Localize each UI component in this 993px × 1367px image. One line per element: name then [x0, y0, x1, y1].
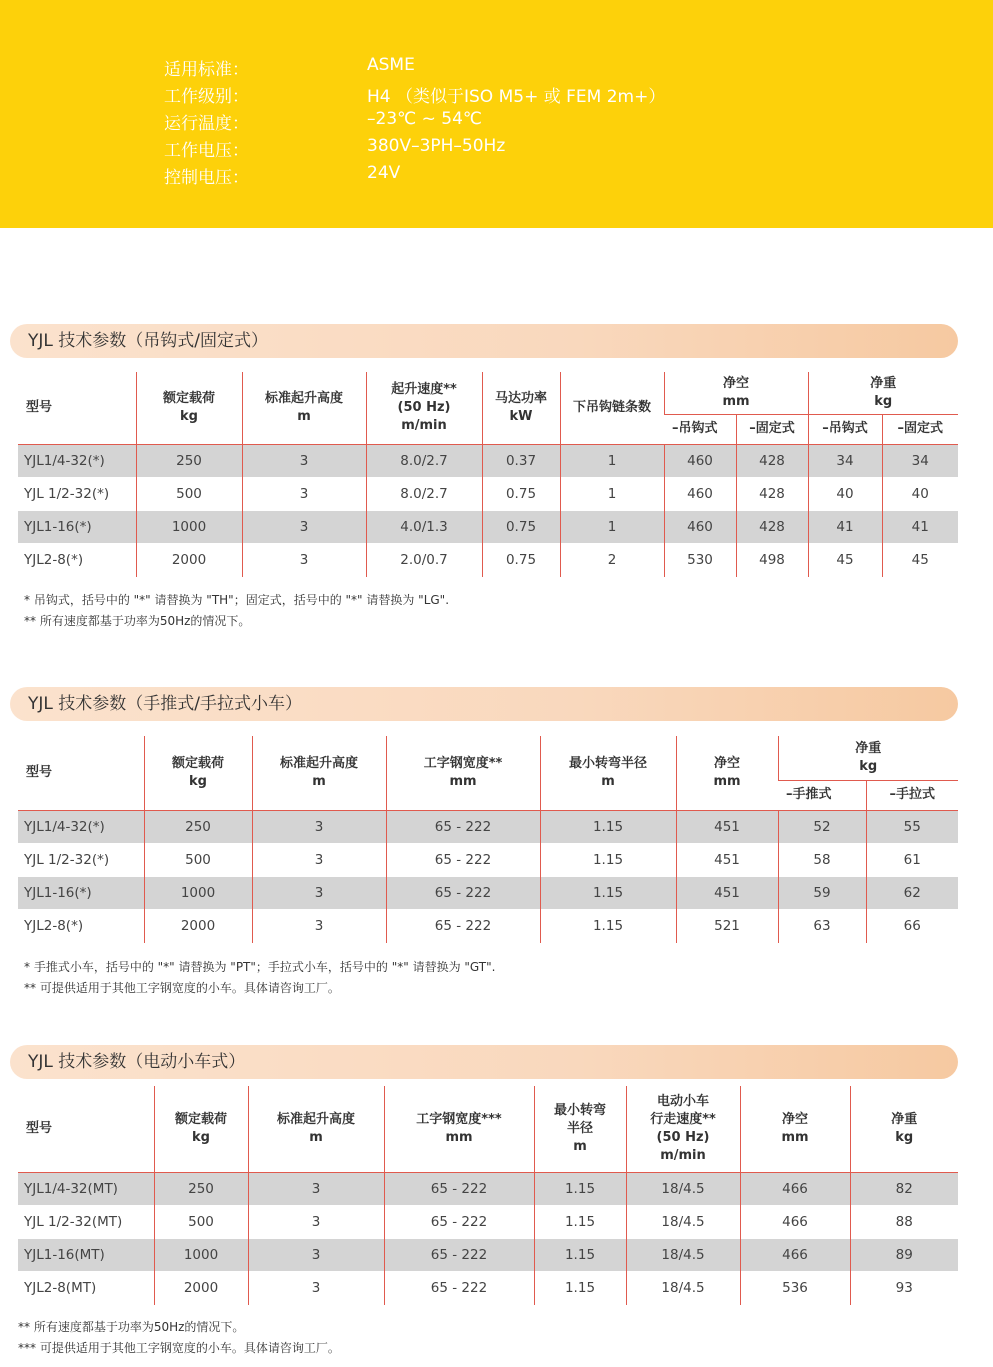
table-row: [18, 1172, 958, 1205]
header-trolley-speed: 电动小车 行走速度** (50 Hz) m/min: [626, 1086, 740, 1172]
cell: 0.75: [482, 510, 560, 543]
table-row: [18, 909, 958, 942]
cell: 66: [866, 909, 958, 942]
cell: 52: [778, 810, 866, 843]
cell: 55: [866, 810, 958, 843]
cell: 466: [740, 1172, 850, 1205]
cell: 2: [560, 543, 664, 576]
cell: 451: [676, 843, 778, 876]
header-min-radius: 最小转弯 半径 m: [534, 1086, 626, 1172]
spec-label: 工作级别：: [164, 87, 249, 107]
header-chain-falls: 下吊钩链条数: [560, 372, 664, 444]
cell: 61: [866, 843, 958, 876]
header-model: 型号: [18, 372, 136, 444]
cell: 3: [248, 1205, 384, 1238]
header-model: 型号: [18, 736, 144, 810]
header-net-weight: 净重 kg: [778, 736, 958, 780]
cell: 3: [242, 444, 366, 477]
table-row: [18, 543, 958, 576]
cell: 18/4.5: [626, 1172, 740, 1205]
section-title-hook-fixed: YJL 技术参数（吊钩式/固定式）: [10, 324, 958, 358]
cell: 466: [740, 1238, 850, 1271]
cell: 428: [736, 477, 808, 510]
cell: 65 - 222: [384, 1205, 534, 1238]
header-weight-fixed: –固定式: [882, 414, 958, 444]
section-title-electric-trolley: YJL 技术参数（电动小车式）: [10, 1045, 958, 1079]
cell: 3: [252, 810, 386, 843]
table-row: [18, 810, 958, 843]
cell: 1.15: [540, 909, 676, 942]
header-headroom: 净空 mm: [664, 372, 808, 414]
cell: 1.15: [534, 1172, 626, 1205]
cell: 1.15: [534, 1205, 626, 1238]
cell-model: YJL2-8(MT): [24, 1279, 97, 1296]
section-title-push-pull: YJL 技术参数（手推式/手拉式小车）: [10, 687, 958, 721]
cell: 45: [808, 543, 882, 576]
cell: 4.0/1.3: [366, 510, 482, 543]
cell: 1.15: [534, 1271, 626, 1304]
header-lift-height: 标准起升高度 m: [252, 736, 386, 810]
cell: 63: [778, 909, 866, 942]
cell: 65 - 222: [386, 876, 540, 909]
cell: 40: [808, 477, 882, 510]
cell: 34: [808, 444, 882, 477]
cell: 451: [676, 876, 778, 909]
spec-table-hook-fixed: [18, 372, 958, 577]
cell: 65 - 222: [384, 1238, 534, 1271]
cell-model: YJL2-8(*): [24, 551, 84, 568]
footnote: * 吊钩式，括号中的 "*" 请替换为 "TH"；固定式，括号中的 "*" 请替换为 "LG".: [24, 593, 450, 607]
header-weight-pull: –手拉式: [866, 780, 958, 810]
cell: 3: [248, 1271, 384, 1304]
cell: 2000: [144, 909, 252, 942]
header-load: 额定载荷 kg: [144, 736, 252, 810]
table-row: [18, 444, 958, 477]
cell: 3: [252, 909, 386, 942]
spec-label: 适用标准：: [164, 60, 249, 80]
header-headroom: 净空 mm: [740, 1086, 850, 1172]
header-weight-push: –手推式: [778, 780, 866, 810]
cell: 3: [242, 543, 366, 576]
cell: 65 - 222: [386, 843, 540, 876]
cell: 1.15: [540, 876, 676, 909]
table-row: [18, 510, 958, 543]
cell: 1: [560, 477, 664, 510]
cell: 466: [740, 1205, 850, 1238]
spec-value: 380V–3PH–50Hz: [367, 136, 506, 156]
cell: 41: [808, 510, 882, 543]
header-motor-power: 马达功率 kW: [482, 372, 560, 444]
cell: 0.75: [482, 477, 560, 510]
cell: 18/4.5: [626, 1271, 740, 1304]
cell: 88: [850, 1205, 958, 1238]
footnote: ** 所有速度都基于功率为50Hz的情况下。: [18, 1320, 245, 1334]
cell-model: YJL1-16(*): [18, 510, 136, 543]
cell: 3: [248, 1238, 384, 1271]
cell: 89: [850, 1238, 958, 1271]
cell-model: YJL1/4-32(MT): [18, 1172, 154, 1205]
cell: 500: [136, 477, 242, 510]
cell: 45: [882, 543, 958, 576]
table-row: [18, 876, 958, 909]
cell: 18/4.5: [626, 1205, 740, 1238]
cell-model: YJL2-8(*): [24, 917, 84, 934]
spec-label: 运行温度：: [164, 114, 249, 134]
cell: 451: [676, 810, 778, 843]
footnote: * 手推式小车，括号中的 "*" 请替换为 "PT"；手拉式小车，括号中的 "*" 请替换为 "GT".: [24, 960, 496, 974]
cell: 428: [736, 510, 808, 543]
cell: 0.37: [482, 444, 560, 477]
cell: 1: [560, 510, 664, 543]
spec-value: ASME: [367, 55, 415, 75]
cell-model: YJL 1/2-32(MT): [24, 1213, 123, 1230]
cell: 1.15: [540, 810, 676, 843]
header-net-weight: 净重 kg: [850, 1086, 958, 1172]
cell: 65 - 222: [384, 1271, 534, 1304]
cell: 65 - 222: [386, 810, 540, 843]
footnote: ** 可提供适用于其他工字钢宽度的小车。具体请咨询工厂。: [24, 981, 340, 995]
cell: 460: [664, 477, 736, 510]
cell: 498: [736, 543, 808, 576]
cell: 250: [136, 444, 242, 477]
cell-model: YJL1/4-32(*): [18, 444, 136, 477]
cell: 62: [866, 876, 958, 909]
header-weight-hook: –吊钩式: [808, 414, 882, 444]
cell: 1: [560, 444, 664, 477]
cell: 460: [664, 444, 736, 477]
cell: 58: [778, 843, 866, 876]
spec-label: 控制电压：: [164, 168, 249, 188]
table-row: [18, 843, 958, 876]
cell-model: YJL1-16(*): [18, 876, 144, 909]
cell: 1000: [154, 1238, 248, 1271]
header-headroom-hook: –吊钩式: [664, 414, 736, 444]
table-row: [18, 1271, 958, 1304]
header-beam-width: 工字钢宽度** mm: [386, 736, 540, 810]
cell: 3: [252, 876, 386, 909]
cell: 3: [242, 477, 366, 510]
header-lift-speed: 起升速度** (50 Hz) m/min: [366, 372, 482, 444]
cell: 40: [882, 477, 958, 510]
cell: 3: [248, 1172, 384, 1205]
cell: 65 - 222: [384, 1172, 534, 1205]
cell: 93: [850, 1271, 958, 1304]
header-min-radius: 最小转弯半径 m: [540, 736, 676, 810]
cell: 3: [252, 843, 386, 876]
cell: 0.75: [482, 543, 560, 576]
header-beam-width: 工字钢宽度*** mm: [384, 1086, 534, 1172]
header-load: 额定载荷 kg: [136, 372, 242, 444]
cell: 34: [882, 444, 958, 477]
cell: 8.0/2.7: [366, 444, 482, 477]
cell: 3: [242, 510, 366, 543]
spec-label: 工作电压：: [164, 141, 249, 161]
spec-table-electric-trolley: [18, 1086, 958, 1305]
spec-value: H4 （类似于ISO M5+ 或 FEM 2m+）: [367, 87, 666, 107]
cell: 428: [736, 444, 808, 477]
header-load: 额定载荷 kg: [154, 1086, 248, 1172]
cell: 250: [154, 1172, 248, 1205]
cell-model: YJL1/4-32(*): [18, 810, 144, 843]
header-model: 型号: [18, 1086, 154, 1172]
footnote: ** 所有速度都基于功率为50Hz的情况下。: [24, 614, 251, 628]
cell: 2000: [154, 1271, 248, 1304]
cell: 1000: [144, 876, 252, 909]
spec-banner: [0, 0, 993, 228]
cell: 8.0/2.7: [366, 477, 482, 510]
cell: 460: [664, 510, 736, 543]
cell: 65 - 222: [386, 909, 540, 942]
cell: 41: [882, 510, 958, 543]
spec-value: –23℃ ~ 54℃: [367, 109, 482, 129]
cell: 1.15: [534, 1238, 626, 1271]
cell-model: YJL 1/2-32(*): [24, 851, 110, 868]
cell: 530: [664, 543, 736, 576]
cell: 536: [740, 1271, 850, 1304]
header-lift-height: 标准起升高度 m: [242, 372, 366, 444]
cell-model: YJL 1/2-32(*): [24, 485, 110, 502]
cell: 2000: [136, 543, 242, 576]
header-net-weight: 净重 kg: [808, 372, 958, 414]
table-row: [18, 1238, 958, 1271]
table-row: [18, 477, 958, 510]
header-lift-height: 标准起升高度 m: [248, 1086, 384, 1172]
header-headroom: 净空 mm: [676, 736, 778, 810]
footnote: *** 可提供适用于其他工字钢宽度的小车。具体请咨询工厂。: [18, 1341, 340, 1355]
cell: 82: [850, 1172, 958, 1205]
spec-value: 24V: [367, 163, 401, 183]
cell: 250: [144, 810, 252, 843]
cell: 18/4.5: [626, 1238, 740, 1271]
cell: 500: [154, 1205, 248, 1238]
cell: 59: [778, 876, 866, 909]
cell: 1000: [136, 510, 242, 543]
cell-model: YJL1-16(MT): [18, 1238, 154, 1271]
cell: 500: [144, 843, 252, 876]
table-row: [18, 1205, 958, 1238]
cell: 1.15: [540, 843, 676, 876]
header-headroom-fixed: –固定式: [736, 414, 808, 444]
spec-table-push-pull: [18, 736, 958, 943]
cell: 2.0/0.7: [366, 543, 482, 576]
cell: 521: [676, 909, 778, 942]
